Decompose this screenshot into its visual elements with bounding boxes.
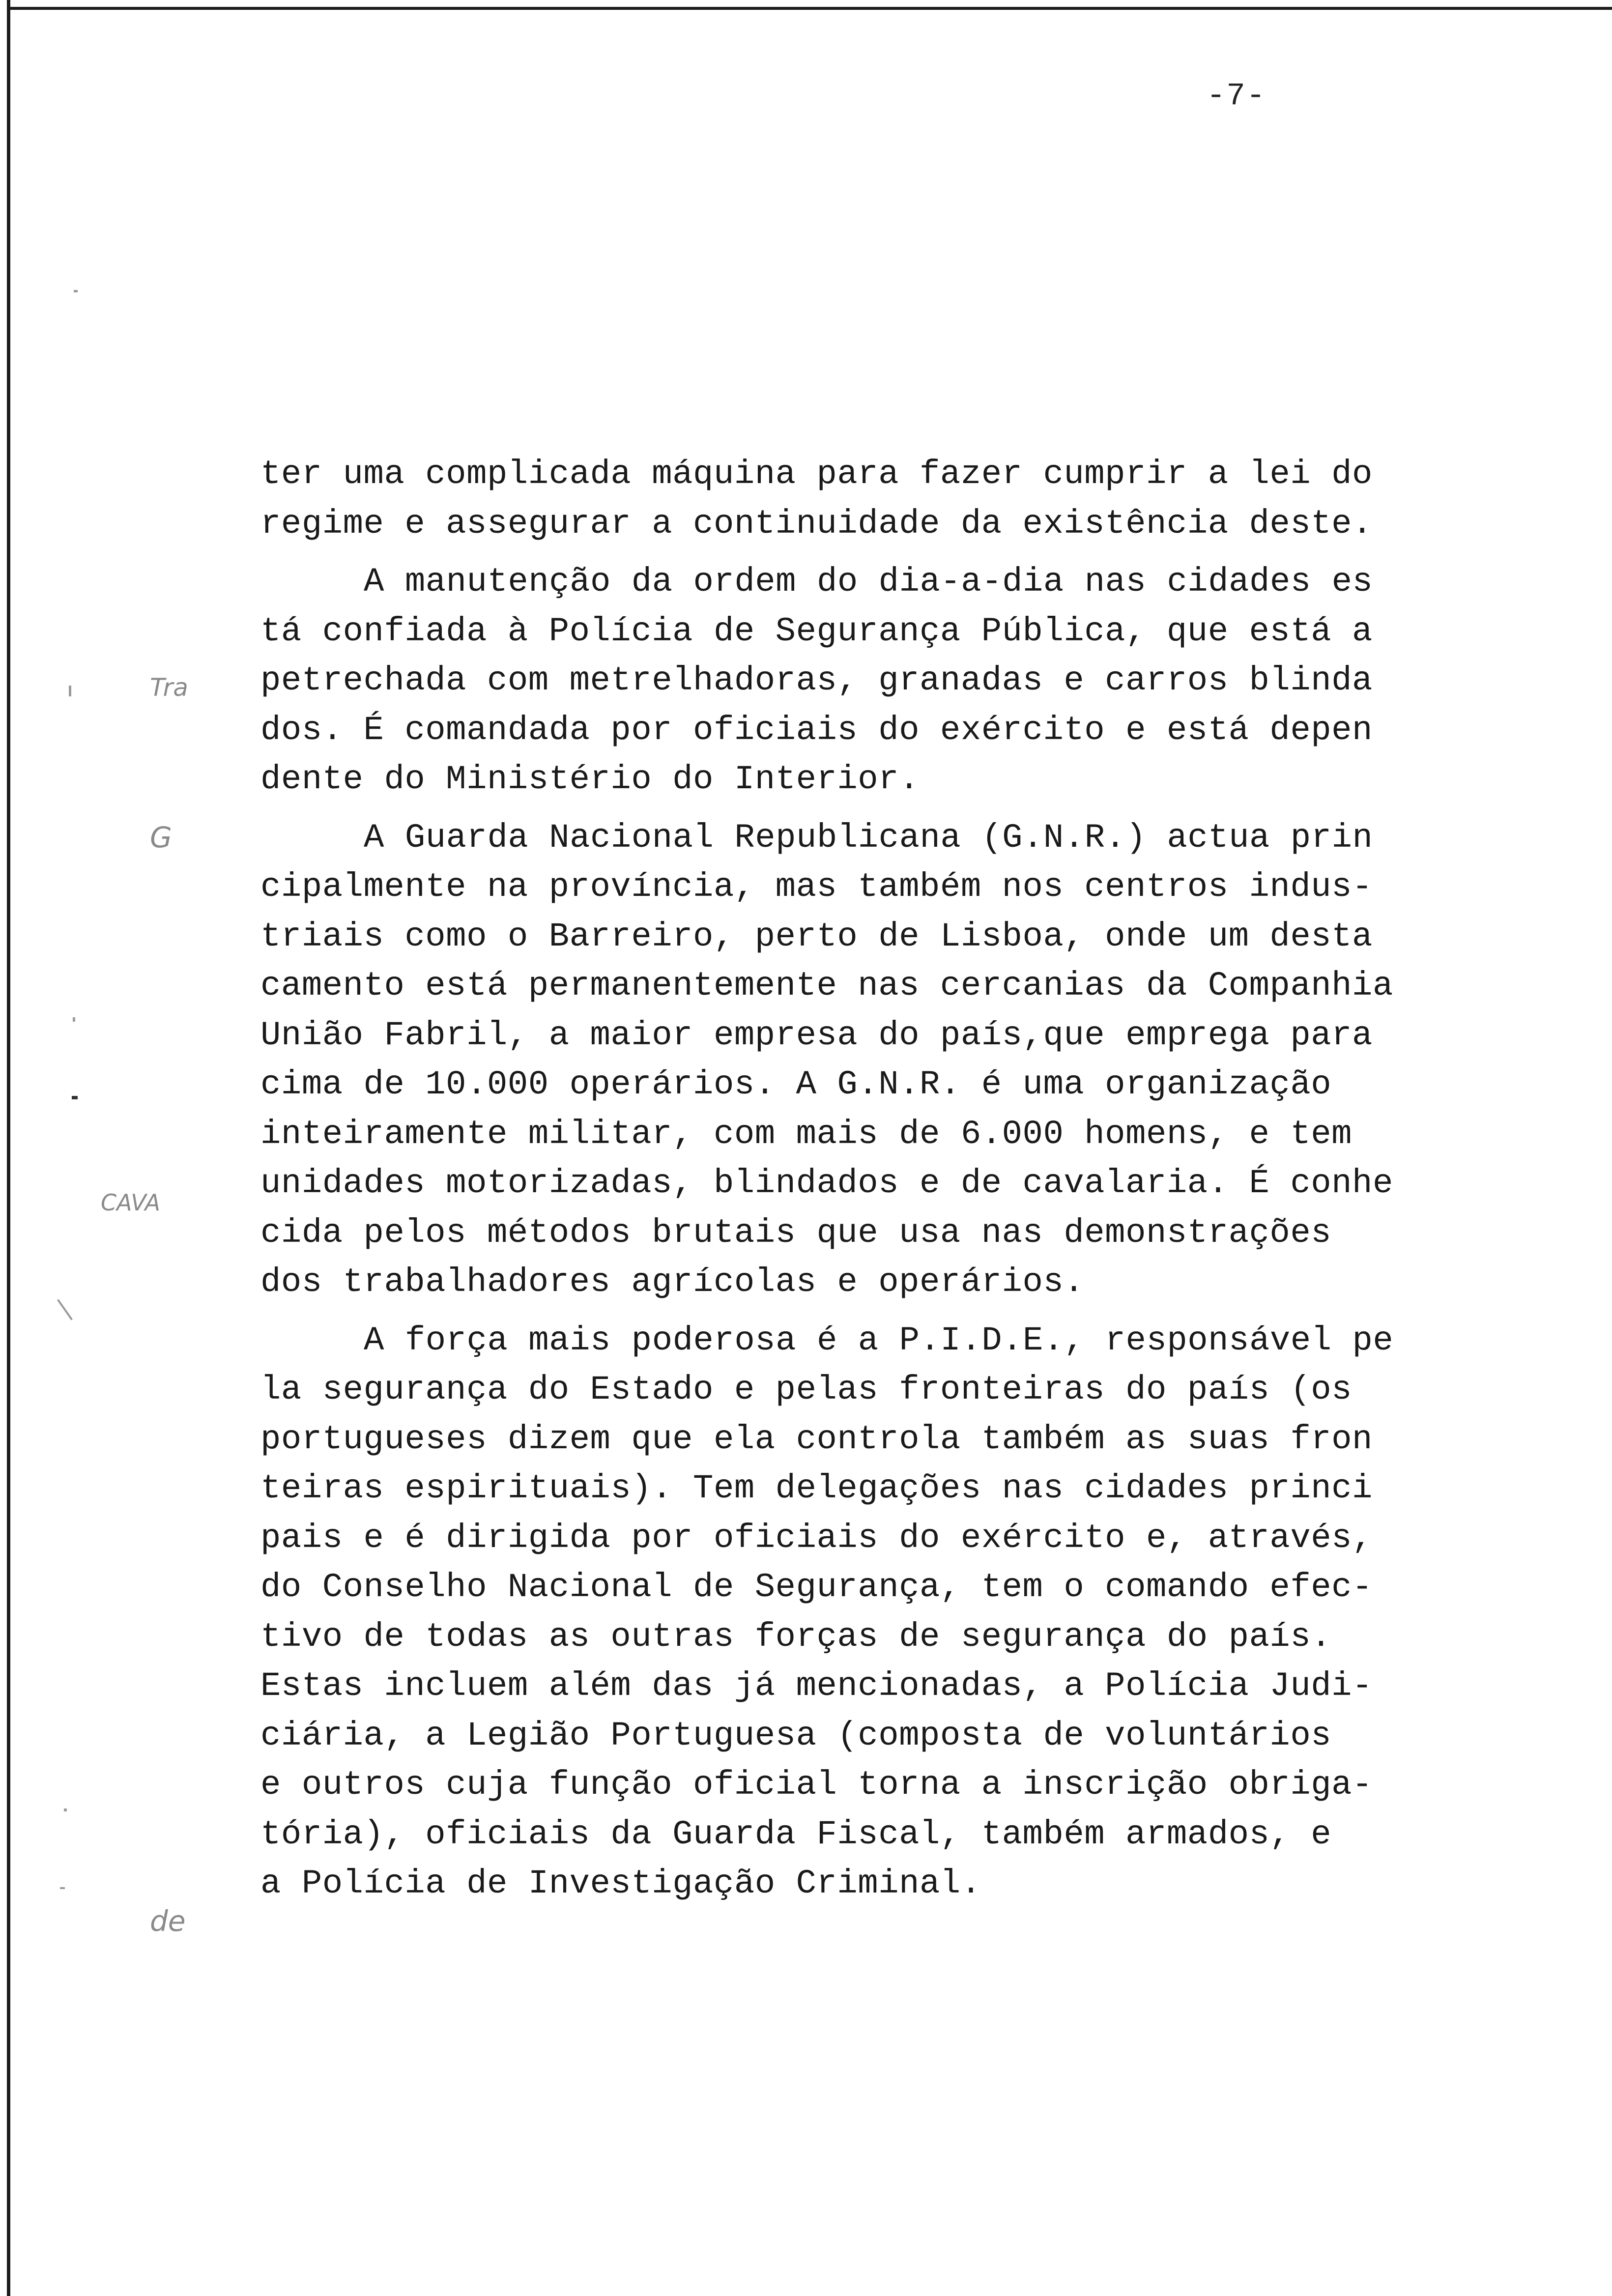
- text-line: cida pelos métodos brutais que usa nas demonstrações: [260, 1213, 1332, 1252]
- text-line: regime e assegurar a continuidade da existência deste.: [260, 504, 1373, 543]
- text-line: a Polícia de Investigação Criminal.: [260, 1865, 981, 1903]
- scan-border-top: [7, 7, 1612, 10]
- text-line: dos trabalhadores agrícolas e operários.: [260, 1263, 1085, 1301]
- text-line: portugueses dizem que ela controla também as suas fron: [260, 1420, 1373, 1459]
- text-line: inteiramente militar, com mais de 6.000 homens, e tem: [260, 1115, 1353, 1153]
- text-line: A manutenção da ordem do dia-a-dia nas cidades es: [364, 563, 1373, 601]
- margin-mark: [74, 290, 78, 292]
- text-line: do Conselho Nacional de Segurança, tem o comando efec-: [260, 1568, 1373, 1607]
- margin-mark: [72, 1096, 78, 1099]
- text-line: A força mais poderosa é a P.I.D.E., responsável pe: [364, 1321, 1394, 1360]
- text-line: ciária, a Legião Portuguesa (composta de voluntários: [260, 1716, 1332, 1755]
- margin-note: de: [150, 1904, 186, 1938]
- text-line: União Fabril, a maior empresa do país,que emprega para: [260, 1016, 1373, 1055]
- margin-mark: [60, 1887, 65, 1889]
- text-line: Estas incluem além das já mencionadas, a Polícia Judi-: [260, 1667, 1373, 1705]
- text-line: tória), oficiais da Guarda Fiscal, também armados, e: [260, 1815, 1332, 1854]
- margin-mark: [73, 1017, 75, 1022]
- margin-note: G: [150, 821, 172, 854]
- body-text: [260, 450, 1394, 1909]
- text-line: A Guarda Nacional Republicana (G.N.R.) actua prin: [364, 818, 1373, 857]
- text-line: teiras espirituais). Tem delegações nas cidades princi: [260, 1469, 1373, 1508]
- text-line: camento está permanentemente nas cercanias da Companhia: [260, 967, 1393, 1005]
- text-line: cipalmente na província, mas também nos centros indus-: [260, 868, 1373, 906]
- page-number: -7-: [1207, 79, 1267, 114]
- text-line: dente do Ministério do Interior.: [260, 760, 920, 799]
- text-line: pais e é dirigida por oficiais do exército e, através,: [260, 1519, 1373, 1557]
- text-line: unidades motorizadas, blindados e de cavalaria. É conhe: [260, 1164, 1393, 1203]
- scan-border-left: [7, 0, 10, 2296]
- text-line: e outros cuja função oficial torna a inscrição obriga-: [260, 1766, 1373, 1804]
- text-line: tá confiada à Polícia de Segurança Pública, que está a: [260, 612, 1373, 651]
- text-line: la segurança do Estado e pelas fronteiras do país (os: [260, 1371, 1353, 1409]
- margin-mark: [57, 1299, 73, 1320]
- margin-note: CAVA: [101, 1189, 161, 1216]
- text-line: ter uma complicada máquina para fazer cumprir a lei do: [260, 455, 1373, 493]
- margin-note: Tra: [150, 673, 188, 702]
- margin-mark: [69, 686, 71, 696]
- text-line: triais como o Barreiro, perto de Lisboa, onde um desta: [260, 917, 1373, 956]
- text-line: tivo de todas as outras forças de segurança do país.: [260, 1617, 1332, 1656]
- text-line: cima de 10.000 operários. A G.N.R. é uma organização: [260, 1065, 1332, 1104]
- margin-mark: [64, 1808, 67, 1811]
- text-line: dos. É comandada por oficiais do exército e está depen: [260, 711, 1373, 749]
- text-line: petrechada com metrelhadoras, granadas e carros blinda: [260, 661, 1373, 700]
